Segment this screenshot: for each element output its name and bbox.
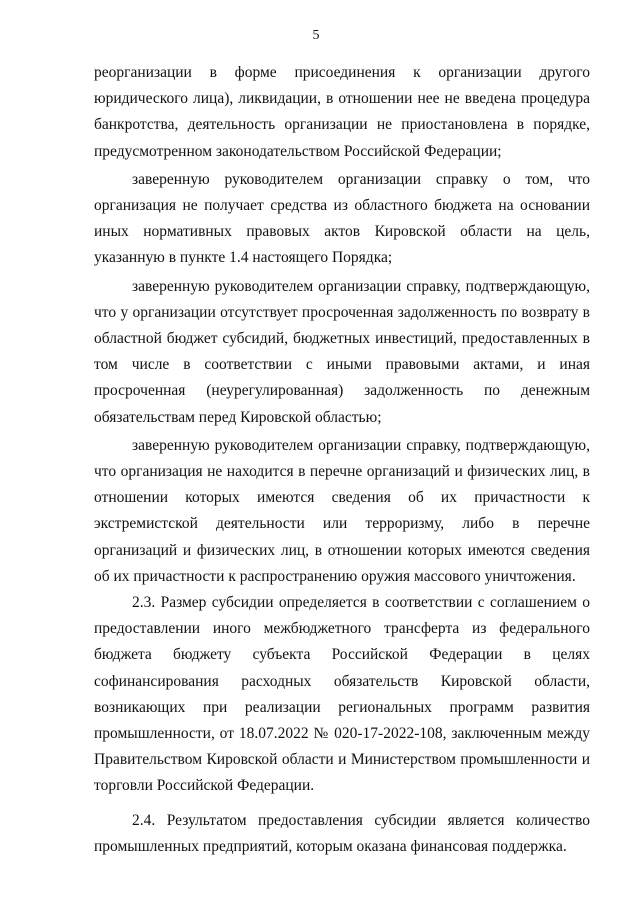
paragraph-debt-certificate: заверенную руководителем организации справку, подтверждающую, что у организации отсутствует просроченная задолженность по возврату в областной бюджет субсидий, бюджетных инвестиций, предоставленных в том числе в соответствии с иными правовыми актами, и иная просроченная (неурегулированная) задолженность по денежным обязательствам перед Кировской областью; (94, 277, 590, 426)
paragraph-reorganization: реорганизации в форме присоединения к организации другого юридического лица), ликвидации, в отношении нее не введена процедура банкротства, деятельность организации не приостановлена в порядке, предусмотренном законодательством Российской Федерации; (94, 64, 590, 160)
paragraph-extremism-certificate: заверенную руководителем организации справку, подтверждающую, что организация не находится в перечне организаций и физических лиц, в отношении которых имеются сведения об их причастности к экстремистской деятельности или терроризму, либо в перечне организаций и физических лиц, в отношении которых имеются сведения об их причастности к распространению оружия массового уничтожения. (94, 436, 590, 585)
page-number: 5 (312, 28, 320, 43)
paragraph-2-4-subsidy-result: 2.4. Результатом предоставления субсидии является количество промышленных предприятий, которым оказана финансовая поддержка. (94, 811, 590, 855)
paragraph-2-3-subsidy-amount: 2.3. Размер субсидии определяется в соответствии с соглашением о предоставлении иного межбюджетного трансферта из федерального бюджета бюджету субъекта Российской Федерации в целях софинансирования расходных обязательств Кировской области, возникающих при реализации региональных программ развития промышленности, от 18.07.2022 № 020-17-2022-108, заключенным между Правительством Кировской области и Министерством промышленности и торговли Российской Федерации. (94, 594, 590, 795)
paragraph-budget-funds-certificate: заверенную руководителем организации справку о том, что организация не получает средства из областного бюджета на основании иных нормативных правовых актов Кировской области на цель, указанную в пункте 1.4 настоящего Порядка; (94, 170, 590, 267)
document-body (94, 60, 590, 860)
